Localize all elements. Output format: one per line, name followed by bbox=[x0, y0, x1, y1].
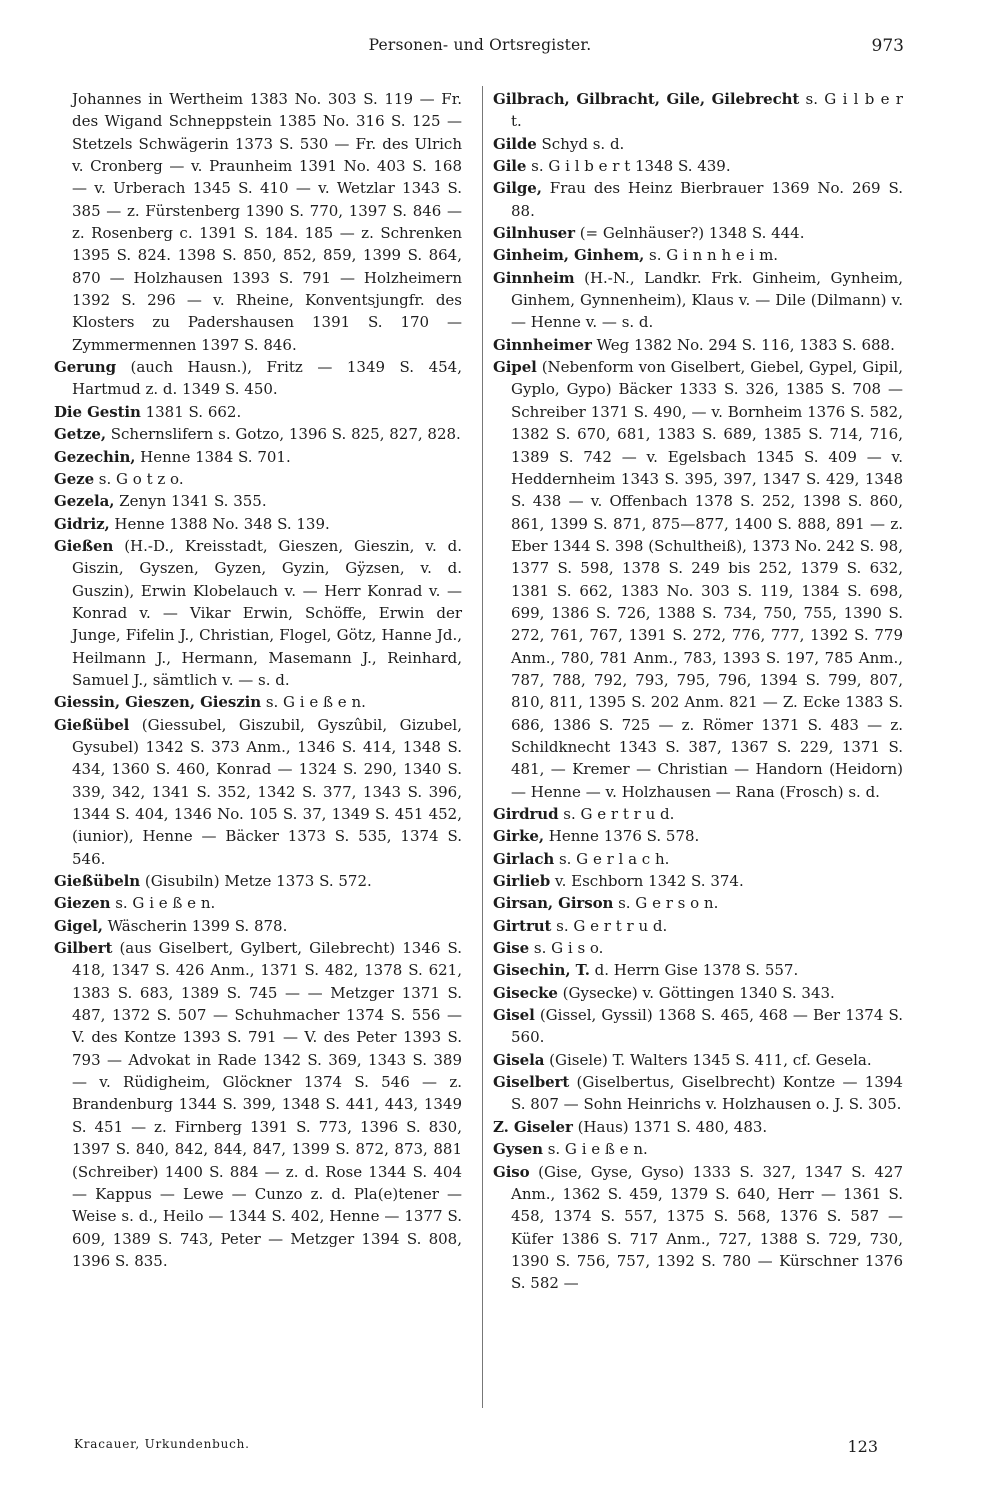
register-entry bbox=[493, 1004, 903, 1049]
entry-text: s. G e r t r u d. bbox=[563, 805, 675, 823]
entry-headword: Gießen bbox=[54, 536, 114, 555]
register-entry bbox=[493, 848, 903, 870]
register-entry bbox=[54, 691, 462, 713]
entry-text: Zenyn 1341 S. 355. bbox=[119, 492, 267, 511]
entry-text: Henne 1388 No. 348 S. 139. bbox=[114, 514, 330, 533]
register-entry bbox=[54, 535, 462, 691]
register-entry bbox=[493, 937, 903, 959]
entry-headword: Gigel, bbox=[54, 916, 103, 935]
entry-headword: Gilge, bbox=[493, 179, 542, 198]
entry-text: d. Herrn Gise 1378 S. 557. bbox=[594, 961, 799, 980]
register-entry bbox=[54, 937, 462, 1272]
entry-text: Frau des Heinz Bierbrauer 1369 No. 269 S. 88. bbox=[511, 179, 903, 220]
entry-headword: Die Gestin bbox=[54, 402, 141, 421]
register-entry bbox=[493, 892, 903, 914]
register-entry bbox=[54, 490, 462, 512]
entry-text: Henne 1384 S. 701. bbox=[140, 447, 291, 466]
entry-headword: Girdrud bbox=[493, 805, 559, 823]
register-entry bbox=[54, 513, 462, 535]
entry-headword: Gipel bbox=[493, 358, 537, 377]
entry-headword: Giessin, Gieszen, Gieszin bbox=[54, 693, 262, 712]
entry-headword: Girlieb bbox=[493, 872, 551, 891]
entry-headword: Gießübel bbox=[54, 715, 130, 734]
register-entry bbox=[493, 1049, 903, 1071]
register-entry bbox=[493, 244, 903, 266]
entry-text: (Gysecke) v. Göttingen 1340 S. 343. bbox=[562, 983, 835, 1002]
register-entry bbox=[493, 959, 903, 981]
register-entry bbox=[493, 803, 903, 825]
signature-mark: 123 bbox=[847, 1437, 878, 1456]
entry-text: (Gisele) T. Walters 1345 S. 411, cf. Gesela. bbox=[549, 1050, 872, 1069]
entry-text: s. G i n n h e i m. bbox=[649, 246, 779, 265]
entry-text: (Gise, Gyse, Gyso) 1333 S. 327, 1347 S. 427 Anm., 1362 S. 459, 1379 S. 640, Herr — 1361 S. 458, 1374 S. 557, 1375 S. 568, 1376 S. 587 — Küfer 1386 S. 717 Anm., 727, 1388 S. 729, 730, 1390 S. 756, 757, 1392 S. 780 — Kürschner 1376 S. 582 — bbox=[511, 1162, 903, 1293]
entry-text: (auch Hausn.), Fritz — 1349 S. 454, Hartmud z. d. 1349 S. 450. bbox=[72, 358, 462, 399]
entry-text: (Gisubiln) Metze 1373 S. 572. bbox=[144, 872, 372, 891]
entry-headword: Z. Giseler bbox=[493, 1117, 573, 1136]
entry-text: Weg 1382 No. 294 S. 116, 1383 S. 688. bbox=[596, 335, 895, 354]
column-divider bbox=[482, 86, 483, 1408]
entry-text: Johannes in Wertheim 1383 No. 303 S. 119 — Fr. des Wigand Schneppstein 1385 No. 316 S. 125 — Stetzels Schwägerin 1373 S. 530 — Fr. des Ulrich v. Cronberg — v. Praunheim 1391 No. 403 S. 168 — v. Urberach 1345 S. 410 — v. Wetzlar 1343 S. 385 — z. Fürstenberg 1390 S. 770, 1397 S. 846 — z. Rosenberg c. 1391 S. 184. 185 — z. Schrenken 1395 S. 824. 1398 S. 850, 852, 859, 1399 S. 864, 870 — Holzhausen 1393 S. 791 — Holzheimern 1392 S. 296 — v. Rheine, Konventsjungfr. des Klosters zu Padershausen 1391 S. 170 — Zymmermennen 1397 S. 846. bbox=[72, 90, 462, 354]
entry-headword: Ginnheim bbox=[493, 268, 575, 287]
entry-headword: Gezela, bbox=[54, 492, 115, 511]
register-entry bbox=[54, 714, 462, 870]
entry-headword: Girke, bbox=[493, 827, 544, 846]
register-entry bbox=[54, 892, 462, 914]
register-entry bbox=[493, 982, 903, 1004]
entry-headword: Gisechin, T. bbox=[493, 961, 590, 980]
entry-text: s. G e r s o n. bbox=[618, 894, 719, 913]
entry-text: s. G i e ß e n. bbox=[115, 894, 216, 913]
register-entry bbox=[54, 468, 462, 490]
entry-text: s. G e r l a c h. bbox=[558, 849, 670, 868]
register-entry bbox=[493, 133, 903, 155]
entry-headword: Gile bbox=[493, 157, 527, 176]
page-number: 973 bbox=[871, 36, 904, 56]
register-entry bbox=[493, 356, 903, 803]
entry-headword: Ginnheimer bbox=[493, 335, 592, 354]
entry-text: Schyd s. d. bbox=[541, 134, 625, 153]
register-entry bbox=[493, 177, 903, 222]
entry-headword: Gisecke bbox=[493, 983, 558, 1002]
entry-text: Henne 1376 S. 578. bbox=[548, 827, 700, 846]
entry-headword: Gezechin, bbox=[54, 447, 136, 466]
entry-text: (H.-D., Kreisstadt, Gieszen, Gieszin, v. d. Giszin, Gyszen, Gyzen, Gyzin, Gÿzsen, v. d. Guszin), Erwin Klobelauch v. — Herr Konrad v. — Konrad v. — Vikar Erwin, Schöffe, Erwin der Junge, Fifelin J., Christian, Flogel, Götz, Hanne Jd., Heilmann J., Hermann, Masemann J., Reinhard, Samuel J., sämtlich v. — s. d. bbox=[72, 536, 462, 689]
entry-headword: Giselbert bbox=[493, 1073, 570, 1092]
entry-text: s. G i l b e r t 1348 S. 439. bbox=[531, 157, 731, 176]
register-entry bbox=[54, 870, 462, 892]
entry-text: (H.-N., Landkr. Frk. Ginheim, Gynheim, Ginhem, Gynnenheim), Klaus v. — Dile (Dilmann) v. — Henne v. — s. d. bbox=[511, 268, 903, 332]
running-title: Personen- und Ortsregister. bbox=[368, 36, 592, 54]
register-entry bbox=[493, 825, 903, 847]
register-entry bbox=[54, 356, 462, 401]
footer-source: Kracauer, Urkundenbuch. bbox=[74, 1437, 250, 1451]
entry-text: (Haus) 1371 S. 480, 483. bbox=[577, 1117, 768, 1136]
register-entry bbox=[493, 334, 903, 356]
register-entry bbox=[54, 446, 462, 468]
page-header bbox=[0, 36, 1000, 60]
entry-text: (Gissel, Gyssil) 1368 S. 465, 468 — Ber 1374 S. 560. bbox=[511, 1006, 903, 1047]
right-column bbox=[493, 88, 903, 1295]
entry-text: (= Gelnhäuser?) 1348 S. 444. bbox=[579, 224, 805, 243]
entry-headword: Gysen bbox=[493, 1140, 543, 1159]
entry-text: Wäscherin 1399 S. 878. bbox=[107, 916, 288, 935]
entry-text: s. G o t z o. bbox=[98, 469, 184, 488]
register-entry bbox=[54, 88, 462, 356]
entry-text: (Nebenform von Giselbert, Giebel, Gypel, Gipil, Gyplo, Gypo) Bäcker 1333 S. 326, 1385 S. 708 — Schreiber 1371 S. 490, — v. Bornheim 1376 S. 582, 1382 S. 670, 681, 1383 S. 689, 1385 S. 714, 716, 1389 S. 742 — v. Egelsbach 1345 S. 409 — v. Heddernheim 1343 S. 395, 397, 1347 S. 429, 1348 S. 438 — v. Offenbach 1378 S. 252, 1398 S. 860, 861, 1399 S. 871, 875—877, 1400 S. 888, 891 — z. Eber 1344 S. 398 (Schultheiß), 1373 No. 242 S. 98, 1377 S. 598, 1378 S. 249 bis 252, 1379 S. 632, 1381 S. 662, 1383 No. 303 S. 119, 1384 S. 698, 699, 1386 S. 726, 1388 S. 734, 750, 755, 1390 S. 272, 761, 767, 1391 S. 272, 776, 777, 1392 S. 779 Anm., 780, 781 Anm., 783, 1393 S. 197, 785 Anm., 787, 788, 792, 793, 795, 796, 1394 S. 799, 807, 810, 811, 1395 S. 202 Anm. 821 — Z. Ecke 1383 S. 686, 1386 S. 725 — z. Römer 1371 S. 483 — z. Schildknecht 1343 S. 387, 1367 S. 229, 1371 S. 481, — Kremer — Christian — Handorn (Heidorn) — Henne — v. Holzhausen — Rana (Frosch) s. d. bbox=[511, 358, 903, 801]
entry-headword: Giso bbox=[493, 1162, 530, 1181]
entry-text: v. Eschborn 1342 S. 374. bbox=[554, 872, 744, 891]
entry-headword: Gidriz, bbox=[54, 514, 110, 533]
register-entry bbox=[493, 1138, 903, 1160]
entry-text: s. G i e ß e n. bbox=[547, 1140, 648, 1159]
entry-headword: Girtrut bbox=[493, 916, 552, 935]
entry-text: s. G i l b e r t. bbox=[511, 90, 903, 131]
entry-headword: Gilde bbox=[493, 134, 537, 153]
entry-headword: Ginheim, Ginhem, bbox=[493, 246, 645, 265]
entry-headword: Giezen bbox=[54, 894, 111, 913]
register-entry bbox=[493, 915, 903, 937]
register-entry bbox=[493, 1116, 903, 1138]
entry-text: (aus Giselbert, Gylbert, Gilebrecht) 1346 S. 418, 1347 S. 426 Anm., 1371 S. 482, 1378 S. 621, 1383 S. 683, 1389 S. 745 — — Metzger 1371 S. 487, 1372 S. 507 — Schuhmacher 1374 S. 556 — V. des Kontze 1393 S. 791 — V. des Peter 1393 S. 793 — Advokat in Rade 1342 S. 369, 1343 S. 389 — v. Rüdigheim, Glöckner 1374 S. 546 — z. Brandenburg 1344 S. 399, 1348 S. 441, 443, 1349 S. 451 — z. Firnberg 1391 S. 773, 1396 S. 830, 1397 S. 840, 842, 844, 847, 1399 S. 872, 873, 881 (Schreiber) 1400 S. 884 — z. d. Rose 1344 S. 404 — Kappus — Lewe — Cunzo z. d. Pla(e)tener — Weise s. d., Heilo — 1344 S. 402, Henne — 1377 S. 609, 1389 S. 743, Peter — Metzger 1394 S. 808, 1396 S. 835. bbox=[72, 939, 462, 1270]
entry-headword: Gießübeln bbox=[54, 872, 141, 891]
register-entry bbox=[493, 1161, 903, 1295]
left-column bbox=[54, 88, 462, 1272]
register-entry bbox=[493, 155, 903, 177]
register-entry bbox=[493, 267, 903, 334]
entry-headword: Gilbrach, Gilbracht, Gile, Gilebrecht bbox=[493, 90, 800, 108]
entry-headword: Girlach bbox=[493, 849, 555, 868]
entry-headword: Geze bbox=[54, 469, 95, 488]
register-entry bbox=[493, 870, 903, 892]
entry-text: (Giessubel, Giszubil, Gyszûbil, Gizubel, Gysubel) 1342 S. 373 Anm., 1346 S. 414, 1348 S. 434, 1360 S. 460, Konrad — 1324 S. 290, 1340 S. 339, 342, 1341 S. 352, 1342 S. 377, 1343 S. 396, 1344 S. 404, 1346 No. 105 S. 37, 1349 S. 451 452, (iunior), Henne — Bäcker 1373 S. 535, 1374 S. 546. bbox=[72, 715, 462, 868]
entry-text: 1381 S. 662. bbox=[145, 402, 242, 421]
entry-text: s. G e r t r u d. bbox=[556, 916, 668, 935]
register-entry bbox=[54, 423, 462, 445]
entry-headword: Girsan, Girson bbox=[493, 894, 614, 913]
entry-headword: Gisela bbox=[493, 1050, 545, 1069]
entry-headword: Gisel bbox=[493, 1006, 535, 1025]
register-entry bbox=[54, 401, 462, 423]
entry-headword: Gilnhuser bbox=[493, 224, 575, 243]
register-entry bbox=[54, 915, 462, 937]
entry-headword: Gilbert bbox=[54, 939, 113, 958]
entry-headword: Gerung bbox=[54, 358, 116, 377]
entry-text: (Giselbertus, Giselbrecht) Kontze — 1394 S. 807 — Sohn Heinrichs v. Holzhausen o. J. S. 305. bbox=[511, 1073, 903, 1114]
entry-text: Schernslifern s. Gotzo, 1396 S. 825, 827, 828. bbox=[110, 425, 461, 444]
register-entry bbox=[493, 88, 903, 133]
entry-text: s. G i e ß e n. bbox=[265, 693, 366, 712]
entry-headword: Getze, bbox=[54, 425, 106, 444]
entry-text: s. G i s o. bbox=[533, 939, 604, 958]
register-entry bbox=[493, 1071, 903, 1116]
register-entry bbox=[493, 222, 903, 244]
entry-headword: Gise bbox=[493, 939, 530, 958]
